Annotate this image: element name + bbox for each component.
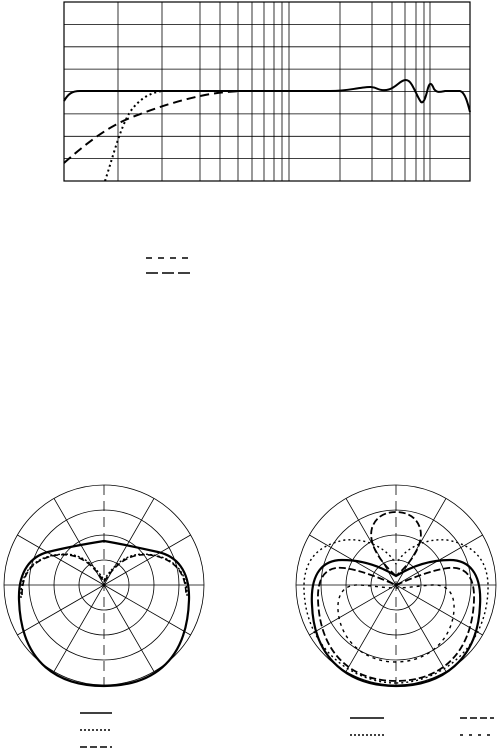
filter-legend xyxy=(146,258,190,273)
frequency-response-graph xyxy=(64,2,470,181)
polar-left-dotted xyxy=(21,554,187,598)
polar-right-legend xyxy=(350,718,494,735)
polar-right-grid xyxy=(296,485,496,685)
response-curve-flat xyxy=(64,80,470,112)
polar-plot-right xyxy=(296,485,496,735)
polar-left-legend xyxy=(80,713,112,747)
response-curve-dashed xyxy=(64,91,240,163)
polar-plot-left xyxy=(4,485,204,747)
